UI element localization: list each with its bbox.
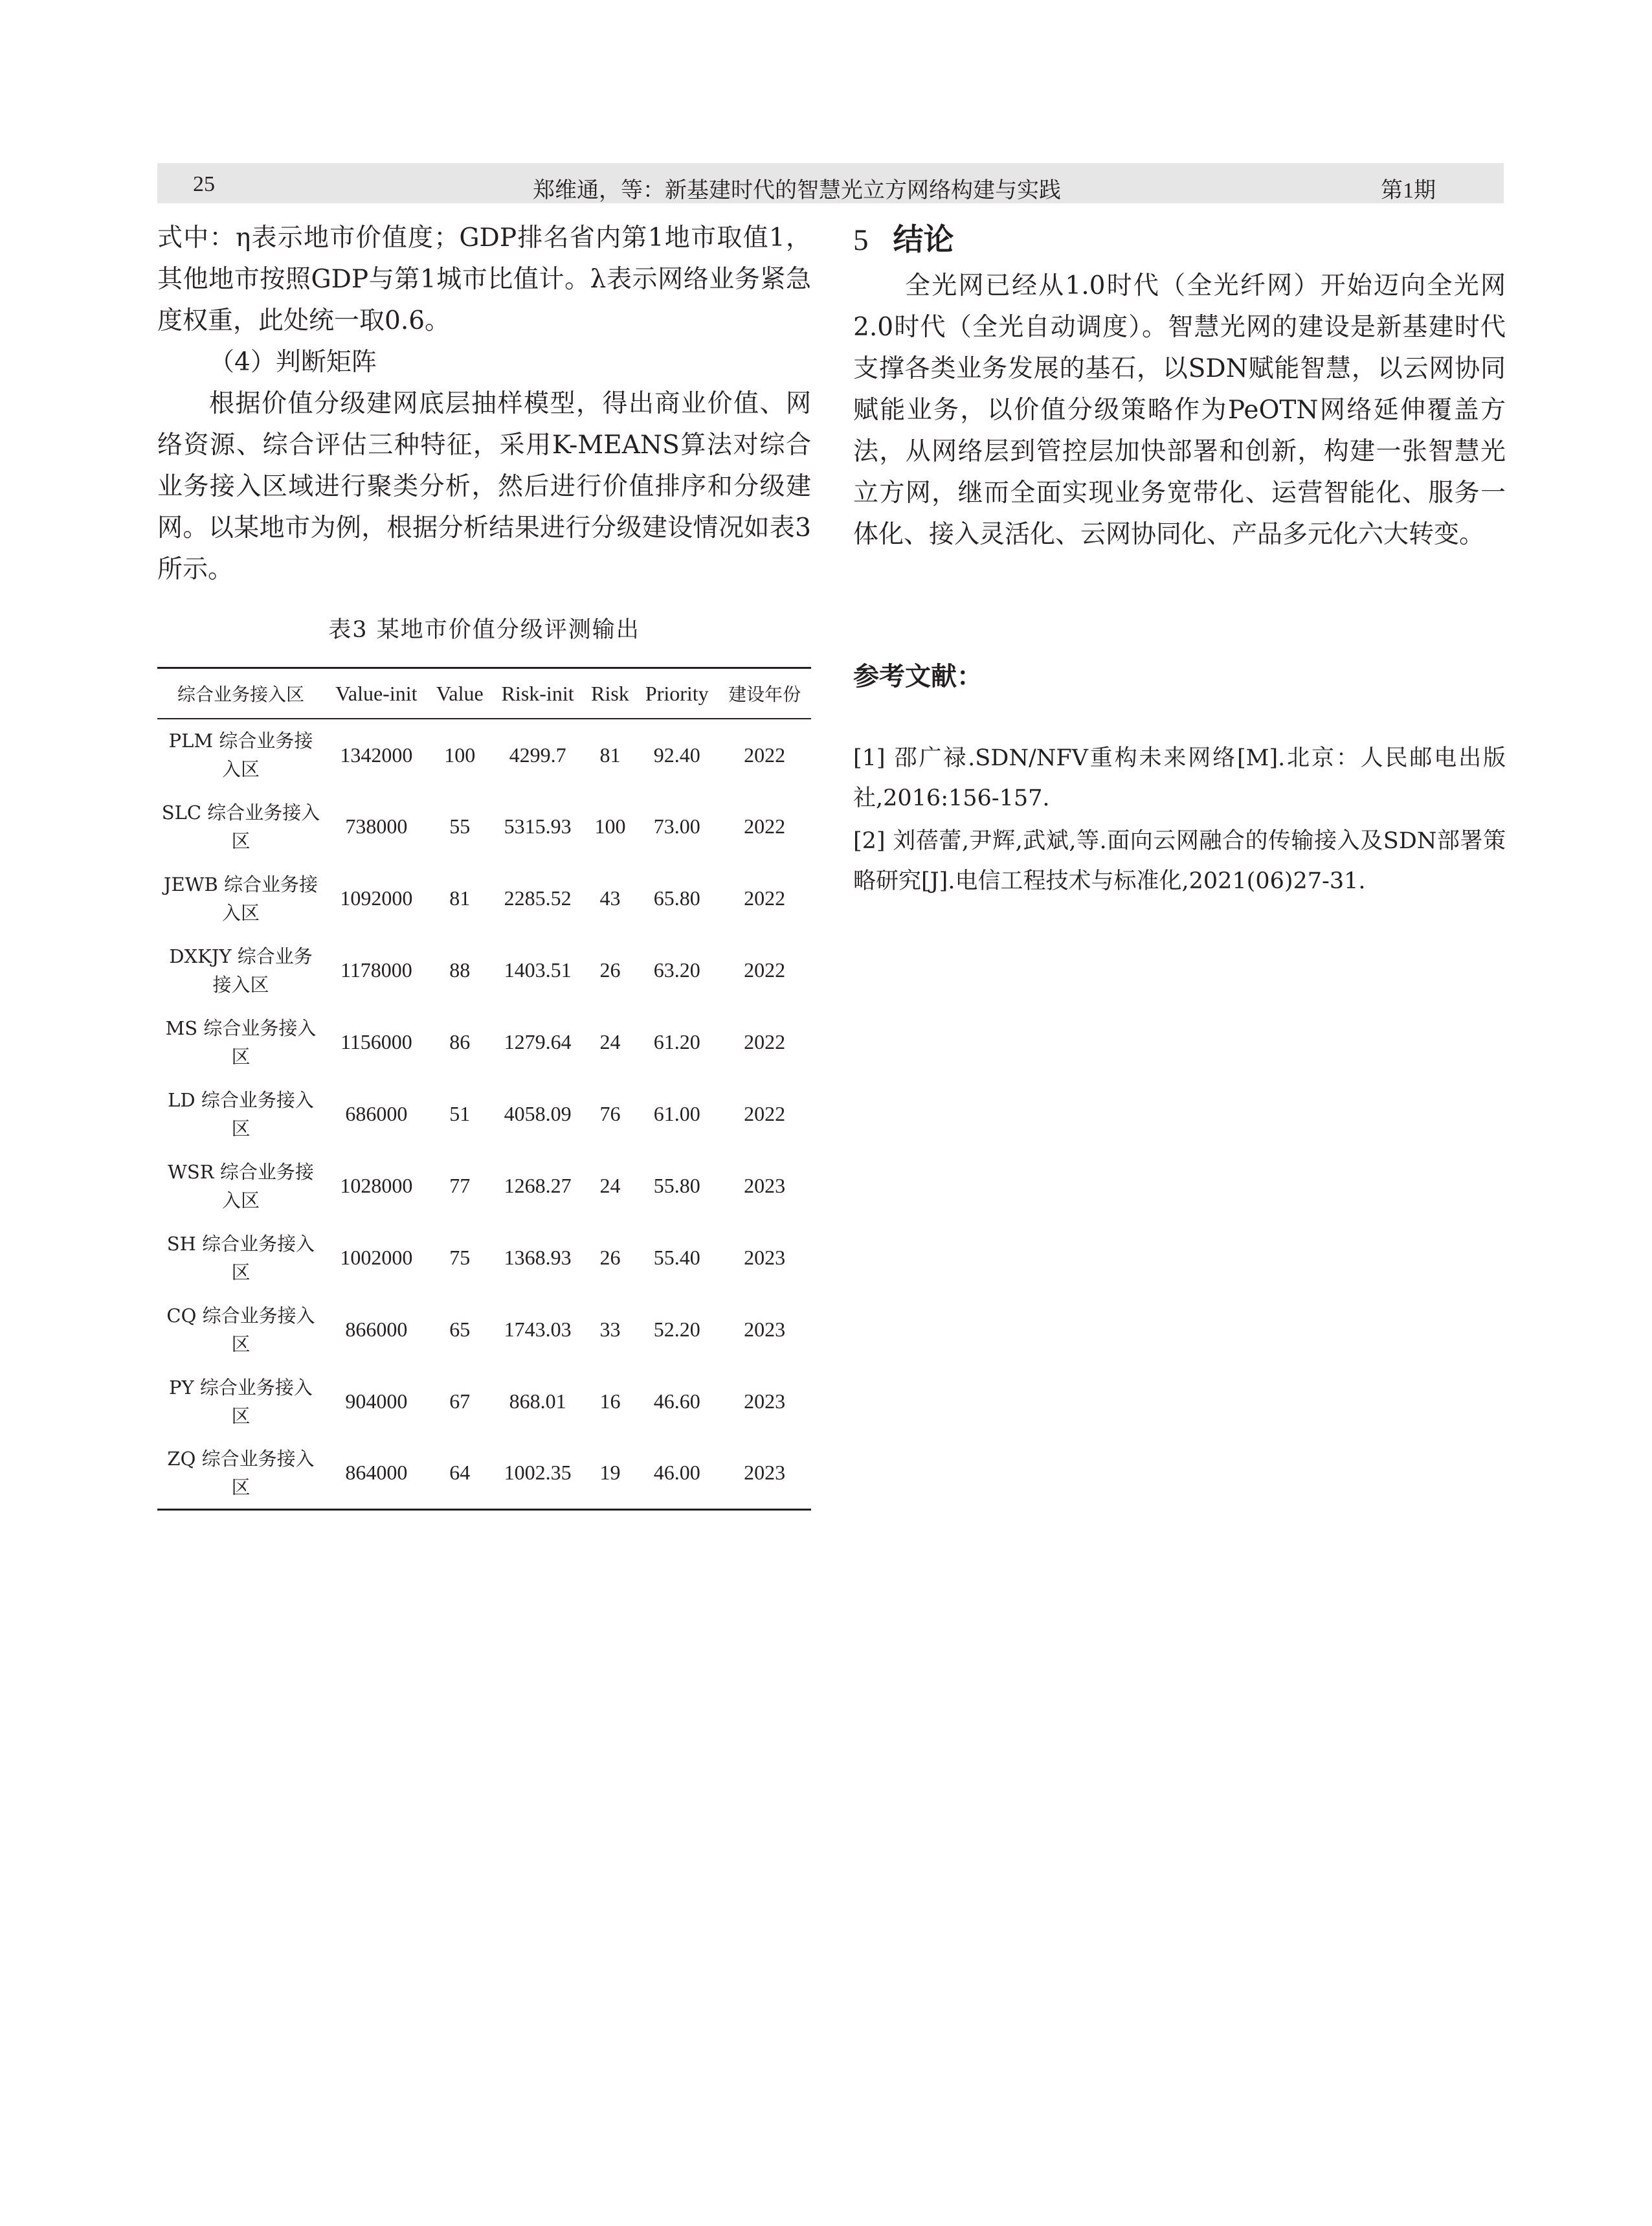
table-row (157, 1150, 811, 1222)
cell-build-year: 2022 (744, 886, 786, 910)
cell-value-init: 1156000 (340, 1030, 412, 1053)
cell-priority: 63.20 (653, 958, 700, 982)
cell-area: PLM 综合业务接入区 (168, 730, 313, 780)
table-row (157, 1437, 811, 1509)
column-header-build-year: 建设年份 (728, 684, 801, 705)
right-column (853, 218, 1506, 556)
page-header (157, 163, 1504, 203)
left-column (157, 218, 811, 590)
cell-risk-init: 1002.35 (504, 1461, 572, 1485)
cell-area: JEWB 综合业务接入区 (163, 873, 318, 924)
cell-risk: 33 (599, 1318, 621, 1341)
cell-build-year: 2022 (744, 815, 786, 838)
column-header-risk-init: Risk-init (501, 681, 574, 705)
cell-value: 55 (449, 815, 471, 838)
cell-priority: 52.20 (653, 1318, 700, 1341)
references-list (853, 738, 1506, 904)
cell-priority: 55.40 (653, 1246, 700, 1269)
cell-risk: 76 (599, 1102, 621, 1125)
cell-priority: 61.00 (653, 1102, 700, 1125)
cell-value: 64 (449, 1461, 471, 1485)
column-header-value: Value (436, 681, 484, 705)
judgment-matrix-subheading: （4）判断矩阵 (209, 348, 377, 377)
reference-item: [2] 刘蓓蕾,尹辉,武斌,等.面向云网融合的传输接入及SDN部署策略研究[J].电信工程技术与标准化,2021(06)27-31. (853, 828, 1506, 894)
column-header-value-init: Value-init (335, 681, 418, 705)
cell-build-year: 2022 (744, 743, 786, 767)
section-heading (853, 218, 1506, 263)
clustering-paragraph: 根据价值分级建网底层抽样模型，得出商业价值、网络资源、综合评估三种特征，采用K-MEANS算法对综合业务接入区域进行聚类分析，然后进行价值排序和分级建网。以某地市为例，根据分析结果进行分级建设情况如表3所示。 (157, 389, 811, 584)
cell-risk-init: 5315.93 (504, 815, 572, 838)
cell-risk: 24 (599, 1174, 621, 1197)
running-title: 郑维通，等：新基建时代的智慧光立方网络构建与实践 (533, 179, 1061, 203)
references-heading: 参考文献： (853, 662, 983, 691)
cell-risk: 43 (599, 886, 621, 910)
cell-build-year: 2023 (744, 1318, 786, 1341)
column-header-area: 综合业务接入区 (177, 684, 304, 705)
cell-value-init: 1002000 (340, 1246, 413, 1269)
cell-risk: 24 (599, 1030, 621, 1053)
cell-build-year: 2022 (744, 958, 786, 982)
cell-priority: 46.00 (653, 1461, 700, 1485)
cell-risk-init: 1268.27 (504, 1174, 572, 1197)
formula-explanation-paragraph: 式中：η表示地市价值度；GDP排名省内第1地市取值1，其他地市按照GDP与第1城市比值计。λ表示网络业务紧急度权重，此处统一取0.6。 (157, 223, 811, 335)
cell-risk-init: 1403.51 (504, 958, 572, 982)
cell-build-year: 2022 (744, 1030, 786, 1053)
cell-risk-init: 1743.03 (504, 1318, 572, 1341)
cell-area: SH 综合业务接入区 (166, 1232, 315, 1283)
cell-area: MS 综合业务接入区 (165, 1017, 317, 1068)
cell-value: 88 (449, 958, 471, 982)
column-header-risk: Risk (591, 681, 629, 705)
cell-value: 100 (444, 743, 476, 767)
table-row (157, 1006, 811, 1078)
cell-value-init: 686000 (345, 1102, 408, 1125)
page-number: 25 (193, 172, 215, 196)
cell-area: SLC 综合业务接入区 (161, 801, 320, 852)
cell-risk: 26 (599, 958, 621, 982)
cell-build-year: 2023 (744, 1246, 786, 1269)
table-row (157, 1366, 811, 1437)
cell-risk-init: 4058.09 (504, 1102, 572, 1125)
cell-risk-init: 4299.7 (509, 743, 566, 767)
cell-value-init: 1342000 (340, 743, 413, 767)
cell-area: ZQ 综合业务接入区 (167, 1447, 315, 1498)
cell-build-year: 2023 (744, 1389, 786, 1413)
cell-risk-init: 868.01 (509, 1389, 566, 1413)
cell-risk: 19 (599, 1461, 621, 1485)
cell-risk: 100 (594, 815, 626, 838)
cell-value: 77 (449, 1174, 471, 1197)
section-title: 结论 (893, 222, 954, 258)
conclusion-paragraph: 全光网已经从1.0时代（全光纤网）开始迈向全光网2.0时代（全光自动调度）。智慧光网的建设是新基建时代支撑各类业务发展的基石，以SDN赋能智慧，以云网协同赋能业务，以价值分级策略作为PeOTN网络延伸覆盖方法，从网络层到管控层加快部署和创新，构建一张智慧光立方网，继而全面实现业务宽带化、运营智能化、服务一体化、接入灵活化、云网协同化、产品多元化六大转变。 (853, 271, 1506, 549)
cell-area: LD 综合业务接入区 (168, 1088, 314, 1140)
issue-label: 第1期 (1381, 179, 1436, 203)
cell-value: 75 (449, 1246, 471, 1269)
cell-priority: 65.80 (653, 886, 700, 910)
cell-risk: 81 (599, 743, 621, 767)
cell-value: 51 (449, 1102, 471, 1125)
cell-priority: 73.00 (653, 815, 700, 838)
cell-risk-init: 1368.93 (504, 1246, 572, 1269)
cell-priority: 46.60 (653, 1389, 700, 1413)
cell-build-year: 2023 (744, 1461, 786, 1485)
cell-priority: 55.80 (653, 1174, 700, 1197)
value-grading-table (157, 667, 811, 1511)
cell-risk-init: 1279.64 (504, 1030, 572, 1053)
section-number: 5 (853, 223, 869, 257)
cell-value: 86 (449, 1030, 471, 1053)
cell-value-init: 904000 (345, 1389, 408, 1413)
table-row (157, 719, 811, 791)
cell-risk: 16 (599, 1389, 621, 1413)
cell-build-year: 2023 (744, 1174, 786, 1197)
cell-area: WSR 综合业务接入区 (168, 1160, 314, 1211)
cell-priority: 61.20 (653, 1030, 700, 1053)
cell-risk: 26 (599, 1246, 621, 1269)
cell-value-init: 738000 (345, 815, 408, 838)
table-row (157, 934, 811, 1006)
table-caption: 表3 某地市价值分级评测输出 (328, 617, 640, 643)
reference-item: [1] 邵广禄.SDN/NFV重构未来网络[M].北京：人民邮电出版社,2016:156-157. (853, 745, 1506, 811)
cell-area: PY 综合业务接入区 (169, 1376, 313, 1427)
table-body (157, 719, 811, 1509)
cell-value-init: 1028000 (340, 1174, 413, 1197)
table-row (157, 1078, 811, 1150)
cell-risk-init: 2285.52 (504, 886, 572, 910)
table-row (157, 1294, 811, 1366)
cell-value-init: 864000 (345, 1461, 408, 1485)
cell-priority: 92.40 (653, 743, 700, 767)
table-row (157, 791, 811, 862)
cell-value-init: 1178000 (340, 958, 412, 982)
cell-value-init: 1092000 (340, 886, 413, 910)
cell-build-year: 2022 (744, 1102, 786, 1125)
cell-value: 65 (449, 1318, 471, 1341)
cell-value: 67 (449, 1389, 471, 1413)
column-header-priority: Priority (645, 681, 709, 705)
cell-area: CQ 综合业务接入区 (166, 1304, 315, 1355)
table-row (157, 862, 811, 934)
cell-value: 81 (449, 886, 471, 910)
table-row (157, 1222, 811, 1294)
cell-area: DXKJY 综合业务接入区 (169, 945, 313, 996)
cell-value-init: 866000 (345, 1318, 408, 1341)
table-header-row (157, 668, 811, 719)
